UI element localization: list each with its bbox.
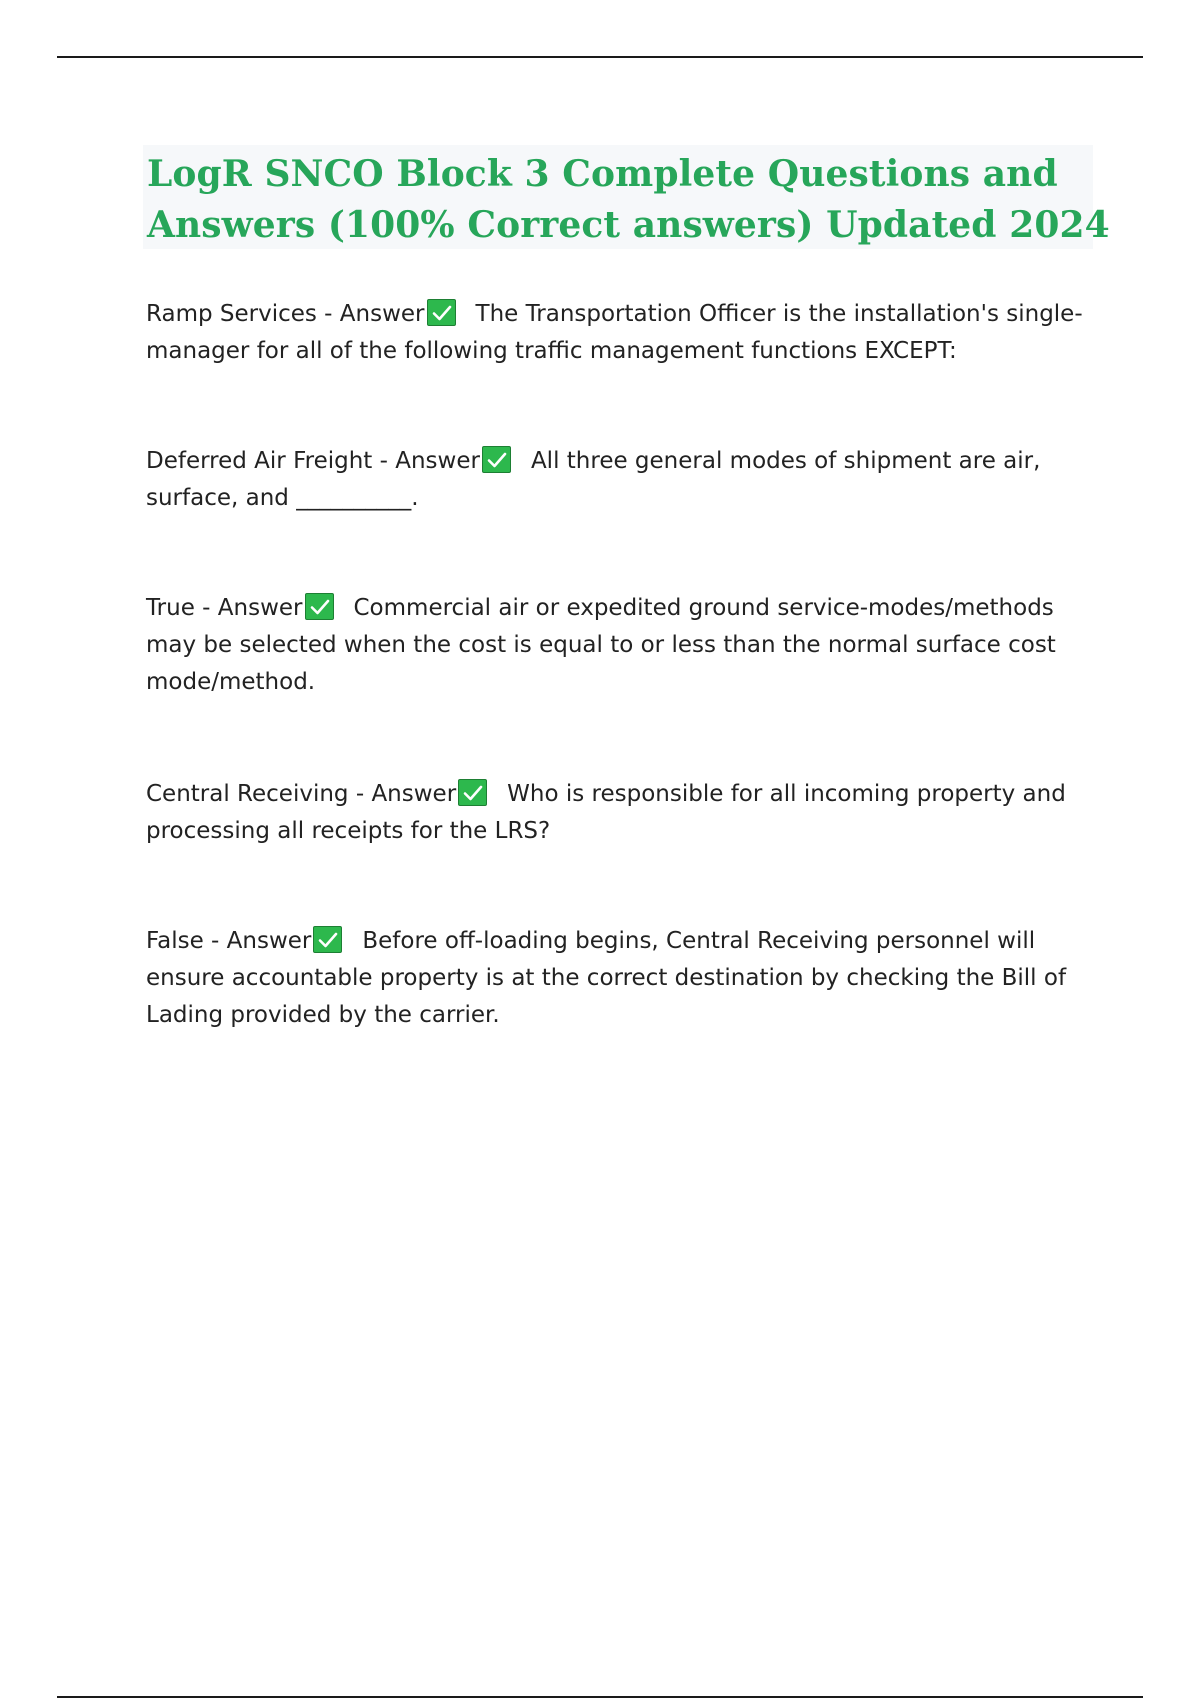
qa-item-3: [146, 590, 1096, 701]
question-text: manager for all of the following traffic management functions EXCEPT:: [146, 338, 957, 364]
check-mark-icon: [427, 299, 456, 326]
qa-item-1: [146, 296, 1096, 370]
question-text: surface, and __________.: [146, 485, 419, 511]
check-mark-icon: [313, 926, 342, 953]
document-title: [143, 145, 1110, 249]
qa-item-4: [146, 776, 1096, 850]
qa-line: [146, 923, 1096, 960]
question-text: The Transportation Officer is the installation's single-: [475, 301, 1083, 327]
answer-text: False - Answer: [146, 928, 312, 954]
answer-text: Ramp Services - Answer: [146, 301, 425, 327]
check-mark-icon: [458, 779, 487, 806]
question-text: Lading provided by the carrier.: [146, 1002, 500, 1028]
question-text: Who is responsible for all incoming property and: [507, 781, 1066, 807]
question-text: mode/method.: [146, 669, 316, 695]
check-mark-icon: [305, 593, 334, 620]
qa-line: [146, 590, 1096, 627]
question-text: may be selected when the cost is equal to or less than the normal surface cost: [146, 632, 1056, 658]
title-line-2: Answers (100% Correct answers) Updated 2024: [147, 204, 1110, 246]
qa-line: [146, 776, 1096, 813]
answer-text: Central Receiving - Answer: [146, 781, 457, 807]
qa-line: [146, 443, 1096, 480]
question-text: Before off-loading begins, Central Receiving personnel will: [362, 928, 1036, 954]
qa-item-2: [146, 443, 1096, 517]
question-text: All three general modes of shipment are air,: [530, 448, 1041, 474]
answer-text: Deferred Air Freight - Answer: [146, 448, 480, 474]
check-mark-icon: [482, 446, 511, 473]
question-text: Commercial air or expedited ground service-modes/methods: [353, 595, 1054, 621]
question-text: ensure accountable property is at the correct destination by checking the Bill of: [146, 965, 1067, 991]
qa-line: [146, 296, 1096, 333]
bottom-rule: [57, 1696, 1143, 1698]
question-text: processing all receipts for the LRS?: [146, 818, 551, 844]
top-rule: [57, 56, 1143, 58]
answer-text: True - Answer: [146, 595, 303, 621]
qa-item-5: [146, 923, 1096, 1034]
title-line-1: LogR SNCO Block 3 Complete Questions and: [147, 153, 1058, 195]
